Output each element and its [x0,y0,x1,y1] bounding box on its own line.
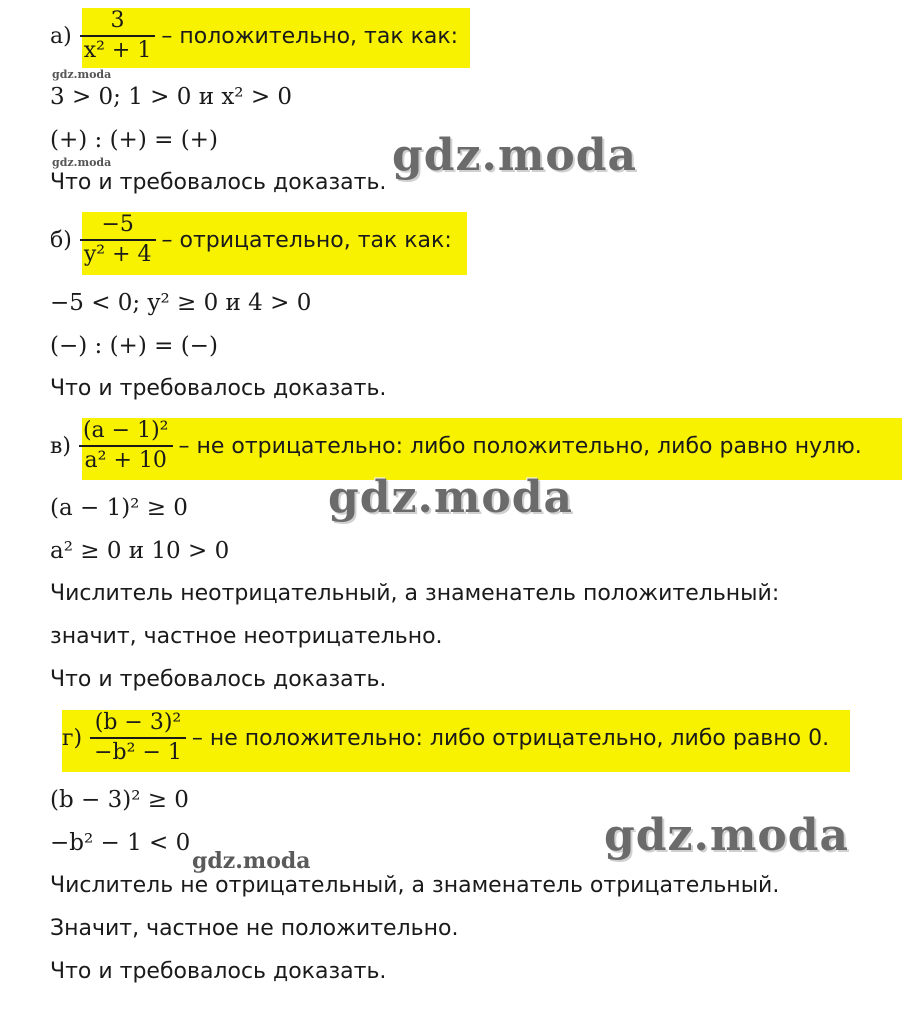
task-a-fraction [80,8,156,64]
task-a-label: а) [50,23,72,49]
task-a-statement [50,8,458,64]
task-d-line-4: Значит, частное не положительно. [50,916,459,941]
task-a-line-2: (+) : (+) = (+) [50,127,218,153]
task-c-tail: – не отрицательно: либо положительно, либо равно нулю. [178,433,862,459]
task-d-line-2: −b² − 1 < 0 [50,830,191,856]
task-b-statement [50,212,452,268]
task-a-denominator: x² + 1 [83,38,152,63]
task-b-line-2: (−) : (+) = (−) [50,333,218,359]
task-c-denominator: a² + 10 [84,448,167,473]
task-d-label: г) [62,725,83,751]
task-b-label: б) [50,227,72,253]
task-a-tail: – положительно, так как: [161,23,459,49]
task-d-fraction [90,710,186,766]
task-d-statement [62,710,829,766]
watermark-small: gdz.moda [52,156,112,169]
task-b-fraction [80,212,156,268]
task-c-line-1: (a − 1)² ≥ 0 [50,495,188,521]
fraction-bar [79,445,173,447]
task-d-line-5: Что и требовалось доказать. [50,959,387,984]
task-c-line-5: Что и требовалось доказать. [50,667,387,692]
task-c-label: в) [50,433,71,459]
task-d-line-3: Числитель не отрицательный, а знаменатель отрицательный. [50,873,780,898]
fraction-bar [90,737,186,739]
task-d-tail: – не положительно: либо отрицательно, либо равно 0. [191,725,830,751]
task-d-denominator: −b² − 1 [94,740,182,765]
watermark-medium: gdz.moda [192,848,311,874]
task-d-numerator: (b − 3)² [94,710,182,735]
watermark-large: gdz.moda [604,810,850,861]
task-a-numerator: 3 [110,8,125,33]
task-b-tail: – отрицательно, так как: [161,227,452,253]
task-b-line-3: Что и требовалось доказать. [50,376,387,401]
task-d-line-1: (b − 3)² ≥ 0 [50,787,189,813]
task-b-numerator: −5 [101,212,134,237]
fraction-bar [80,35,156,37]
watermark-large: gdz.moda [328,472,574,523]
task-a-line-1: 3 > 0; 1 > 0 и x² > 0 [50,84,293,110]
task-c-numerator: (a − 1)² [82,418,169,443]
task-b-line-1: −5 < 0; y² ≥ 0 и 4 > 0 [50,290,312,316]
watermark-small: gdz.moda [52,68,112,81]
task-c-line-3: Числитель неотрицательный, а знаменатель положительный: [50,581,780,606]
task-c-statement [50,418,862,474]
task-b-denominator: y² + 4 [83,242,152,267]
task-c-line-2: a² ≥ 0 и 10 > 0 [50,538,230,564]
task-c-line-4: значит, частное неотрицательно. [50,624,443,649]
fraction-bar [80,239,156,241]
task-c-fraction [79,418,173,474]
watermark-large: gdz.moda [392,130,638,181]
task-a-line-3: Что и требовалось доказать. [50,170,387,195]
